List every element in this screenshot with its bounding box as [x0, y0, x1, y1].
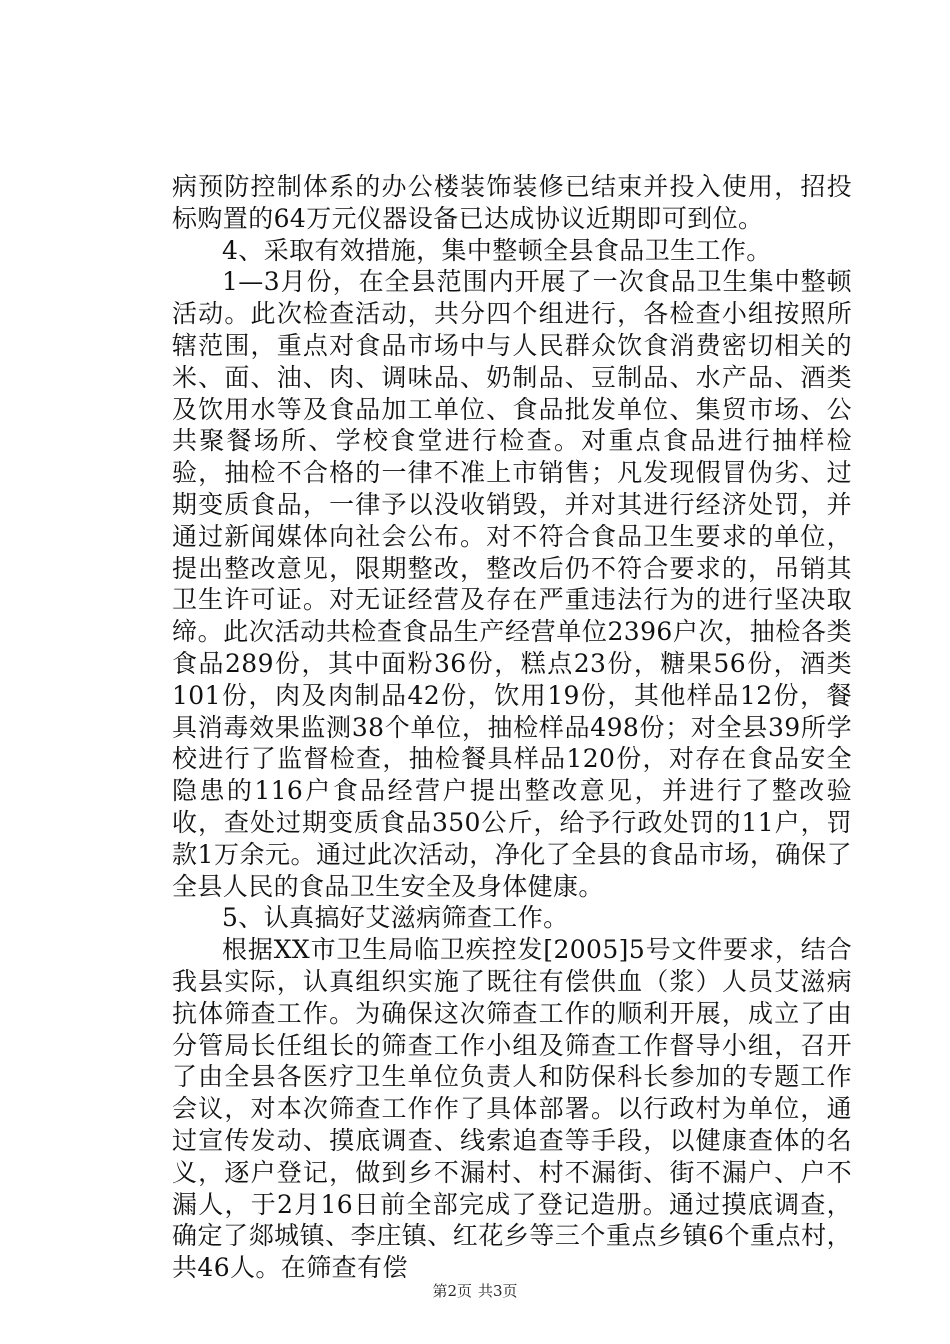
- page-total: 共3页: [478, 1282, 518, 1300]
- paragraph-3: 1—3月份，在全县范围内开展了一次食品卫生集中整顿活动。此次检查活动，共分四个组进行，各检查小组按照所辖范围，重点对食品市场中与人民群众饮食消费密切相关的米、面、油、肉、调味品、奶制品、豆制品、水产品、酒类及饮用水等及食品加工单位、食品批发单位、集贸市场、公共聚餐场所、学校食堂进行检查。对重点食品进行抽样检验，抽检不合格的一律不准上市销售；凡发现假冒伪劣、过期变质食品，一律予以没收销毁，并对其进行经济处罚，并通过新闻媒体向社会公布。对不符合食品卫生要求的单位，提出整改意见，限期整改，整改后仍不符合要求的，吊销其卫生许可证。对无证经营及存在严重违法行为的进行坚决取缔。此次活动共检查食品生产经营单位2396户次，抽检各类食品289份，其中面粉36份，糕点23份，糖果56份，酒类101份，肉及肉制品42份，饮用19份，其他样品12份，餐具消毒效果监测38个单位，抽检样品498份；对全县39所学校进行了监督检查，抽检餐具样品120份，对存在食品安全隐患的116户食品经营户提出整改意见，并进行了整改验收，查处过期变质食品350公斤，给予行政处罚的11户，罚款1万余元。通过此次活动，净化了全县的食品市场，确保了全县人民的食品卫生安全及身体健康。: [172, 267, 852, 901]
- document-body: [172, 171, 852, 1284]
- paragraph-2-heading: 4、采取有效措施，集中整顿全县食品卫生工作。: [222, 235, 772, 265]
- paragraph-1: 病预防控制体系的办公楼装饰装修已结束并投入使用，招投标购置的64万元仪器设备已达成协议近期即可到位。: [172, 172, 852, 233]
- paragraph-5: 根据XX市卫生局临卫疾控发[2005]5号文件要求，结合我县实际，认真组织实施了既往有偿供血（浆）人员艾滋病抗体筛查工作。为确保这次筛查工作的顺利开展，成立了由分管局长任组长的筛查工作小组及筛查工作督导小组，召开了由全县各医疗卫生单位负责人和防保科长参加的专题工作会议，对本次筛查工作作了具体部署。以行政村为单位，通过宣传发动、摸底调查、线索追查等手段，以健康查体的名义，逐户登记，做到乡不漏村、村不漏街、街不漏户、户不漏人，于2月16日前全部完成了登记造册。通过摸底调查，确定了郯城镇、李庄镇、红花乡等三个重点乡镇6个重点村，共46人。在筛查有偿: [172, 935, 852, 1283]
- page-footer: [0, 1281, 950, 1301]
- paragraph-4-heading: 5、认真搞好艾滋病筛查工作。: [222, 903, 569, 933]
- page-number: 第2页: [432, 1282, 472, 1300]
